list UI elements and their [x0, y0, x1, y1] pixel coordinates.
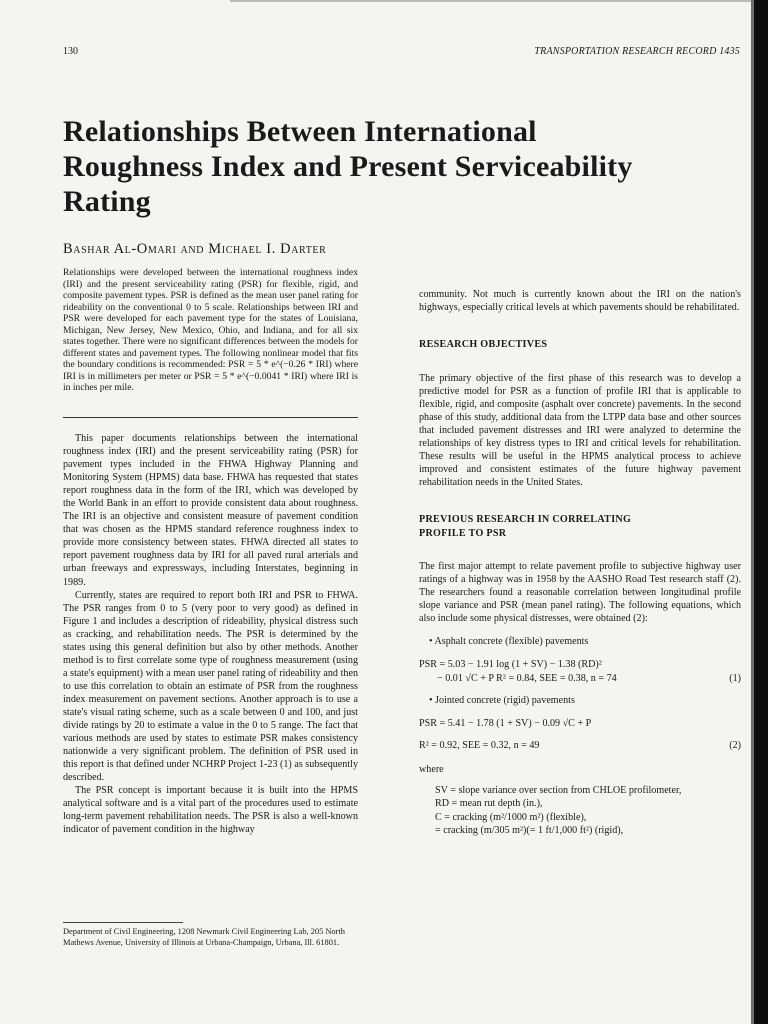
equation-1-line-1: PSR = 5.03 − 1.91 log (1 + SV) − 1.38 (RD)²	[419, 659, 602, 671]
body-paragraph-1: This paper documents relationships between the international roughness index (IRI) and the present serviceability rating (PSR) for pavement types included in the FHWA Highway Planning and Monitoring System (HPMS) data base. FHWA has requested that states report roughness data in the form of the IRI, which was developed by the World Bank in an effort to provide consistent data about roughness. The IRI is an objective and consistent measure of pavement condition that was chosen as the HPMS standard reference roughness index to provide more consistency between states. FHWA directed all states to report pavement roughness data by IRI for all paved rural arterials and urban freeways and expressways, including Interstates, beginning in 1989.	[63, 433, 358, 588]
footnote-divider	[63, 922, 183, 923]
definition-sv: SV = slope variance over section from CHLOE profilometer,	[435, 785, 682, 797]
abstract: Relationships were developed between the international roughness index (IRI) and the present serviceability rating (PSR) for flexible, rigid, and composite pavement types. PSR is defined as the mean user panel rating for rideability on the conventional 0 to 5 scale. Relationships between IRI and PSR were developed for each pavement type for the states of Louisiana, Michigan, New Jersey, New Mexico, Ohio, and Indiana, and for all six states together. There were no significant differences between the models for different states and pavement types. The following nonlinear model that fits the boundary conditions is recommended: PSR = 5 * e^(−0.26 * IRI) where IRI is in millimeters per meter or PSR = 5 * e^(−0.0041 * IRI) where IRI is in inches per mile.	[63, 267, 358, 394]
bullet-rigid: • Jointed concrete (rigid) pavements	[429, 695, 575, 707]
equation-2-line-1: PSR = 5.41 − 1.78 (1 + SV) − 0.09 √C + P	[419, 718, 592, 730]
body-paragraph-continued: community. Not much is currently known about the IRI on the nation's highways, especially critical levels at which pavements should be rehabilitated.	[419, 289, 741, 314]
equation-1-line-2	[419, 672, 741, 686]
equation-2-stats: R² = 0.92, SEE = 0.32, n = 49	[419, 740, 540, 752]
body-paragraph-3: The PSR concept is important because it is built into the HPMS analytical software and is a vital part of the procedures used to estimate long-term pavement rehabilitation needs. The PSR is also a well-known indicator of pavement condition in the highway	[63, 785, 358, 836]
definition-c-flexible: C = cracking (m²/1000 m²) (flexible),	[435, 811, 587, 823]
body-paragraph-2: Currently, states are required to report both IRI and PSR to FHWA. The PSR ranges from 0 to 5 (very poor to very good) as defined in Figure 1 and includes a description of rideability, physical distress such as cracking, and rehabilitation needs. The PSR is determined by the states using this general definition but also by other methods. Another method is to first correlate some type of roughness measurement (using a state's equipment) with a mean user panel rating of rideability and then to use this correlation to obtain an estimate of PSR from the roughness index measurement on pavement sections. Another approach is to use a state's visual rating scheme, such as a scale between 0 and 100, and just divide ratings by 20 to estimate a value in the 0 to 5 range. The fact that various methods are used by states to estimate PSR makes consistency nationwide a very significant problem. The definition of PSR used in this report is that defined under NCHRP Project 1-23 (1) as subsequently described.	[63, 589, 358, 784]
bullet-flexible: • Asphalt concrete (flexible) pavements	[429, 636, 589, 648]
section-heading-objectives: RESEARCH OBJECTIVES	[419, 339, 548, 351]
left-column	[63, 267, 358, 836]
definition-rd: RD = mean rut depth (in.),	[435, 798, 543, 810]
journal-title: TRANSPORTATION RESEARCH RECORD 1435	[534, 46, 740, 57]
scan-edge-top	[230, 0, 766, 2]
abstract-divider	[63, 417, 358, 418]
where-label: where	[419, 764, 444, 776]
previous-research-paragraph: The first major attempt to relate pavement profile to subjective highway user ratings of a highway was in 1958 by the AASHO Road Test research staff (2). The researchers found a reasonable correlation between longitudinal profile slope variance and PSR (mean panel rating). The following equations, which also include some physical distresses, were obtained (2):	[419, 561, 741, 625]
section-heading-previous-1: PREVIOUS RESEARCH IN CORRELATING	[419, 514, 632, 526]
scan-edge-right	[754, 0, 768, 1024]
equation-1-number: (1)	[729, 673, 741, 685]
equation-1-terms: − 0.01 √C + P R² = 0.84, SEE = 0.38, n = 74	[437, 673, 617, 685]
equation-2-number: (2)	[729, 740, 741, 752]
author-affiliation-footnote: Department of Civil Engineering, 1208 Newmark Civil Engineering Lab, 205 North Mathews Avenue, University of Illinois at Urbana-Champaign, Urbana, Ill. 61801.	[63, 927, 345, 947]
article-title: Relationships Between International Roughness Index and Present Serviceability Rating	[63, 115, 633, 218]
definition-c-rigid: = cracking (m/305 m²)(= 1 ft/1,000 ft²) (rigid),	[435, 824, 624, 836]
right-column	[419, 288, 741, 837]
objectives-paragraph: The primary objective of the first phase of this research was to develop a predictive model for PSR as a function of profile IRI that is applicable to flexible, rigid, and composite (asphalt over concrete) pavements. In the second phase of this study, additional data from the LTPP data base and other sources that included pavement distresses and IRI were analyzed to determine the relationships of key distress types to IRI and critical levels for rehabilitation. These results will be useful in the HPMS analytical process to achieve improved and consistent estimates of the future highway pavement rehabilitation needs in the United States.	[419, 372, 741, 488]
variable-definitions	[419, 784, 741, 837]
section-heading-previous-2: PROFILE TO PSR	[419, 527, 507, 539]
running-header	[63, 46, 740, 60]
page-number: 130	[63, 46, 78, 57]
equation-2-line-2	[419, 739, 741, 753]
author-list: Bashar Al-Omari and Michael I. Darter	[63, 241, 327, 257]
